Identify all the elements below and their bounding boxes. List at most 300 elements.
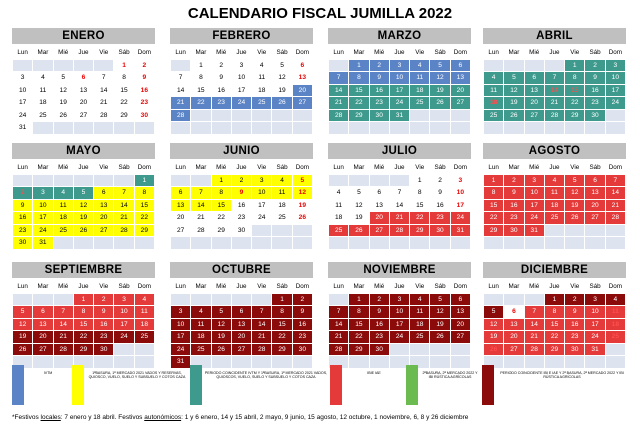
day-cell: 1: [410, 174, 430, 187]
day-cell: 12: [349, 199, 369, 212]
day-cell: 18: [33, 97, 53, 110]
empty-cell: [191, 237, 211, 250]
day-cell: 10: [585, 306, 605, 319]
day-cell: 21: [605, 199, 625, 212]
day-cell: 2: [585, 59, 605, 72]
day-cell: 2: [231, 174, 251, 187]
month-octubre: [170, 262, 313, 369]
day-cell: 28: [252, 343, 272, 356]
day-cell: 10: [389, 72, 409, 85]
day-cell: 4: [272, 174, 292, 187]
day-cell: 10: [605, 72, 625, 85]
empty-cell: [252, 237, 272, 250]
day-cell: 7: [171, 72, 191, 85]
month-name: AGOSTO: [483, 143, 626, 159]
day-cell: 21: [252, 331, 272, 344]
day-cell: 26: [484, 343, 504, 356]
day-cell: 17: [114, 318, 134, 331]
empty-cell: [450, 122, 470, 135]
weekday-header: Sáb: [272, 162, 292, 175]
empty-cell: [585, 237, 605, 250]
weekday-header: Mié: [211, 281, 231, 294]
day-cell: 14: [94, 84, 114, 97]
day-cell: 25: [272, 212, 292, 225]
day-cell: 26: [430, 331, 450, 344]
legend-item: [482, 365, 630, 405]
day-cell: 13: [585, 187, 605, 200]
weekday-header: Dom: [450, 281, 470, 294]
legend-swatch: [482, 365, 494, 405]
weekday-header: Lun: [171, 162, 191, 175]
day-cell: 29: [349, 343, 369, 356]
day-cell: 12: [211, 318, 231, 331]
empty-cell: [134, 237, 154, 250]
empty-cell: [389, 343, 409, 356]
day-cell: 7: [524, 306, 544, 319]
weekday-header: Jue: [389, 47, 409, 60]
day-cell: 1: [73, 293, 93, 306]
day-cell: 9: [231, 187, 251, 200]
empty-cell: [349, 174, 369, 187]
day-cell: 27: [33, 343, 53, 356]
day-cell: 1: [134, 174, 154, 187]
month-marzo: [328, 28, 471, 135]
empty-cell: [272, 224, 292, 237]
empty-cell: [605, 122, 625, 135]
day-cell: 25: [33, 109, 53, 122]
day-cell: 5: [73, 187, 93, 200]
day-cell: 22: [565, 97, 585, 110]
day-cell: 22: [272, 331, 292, 344]
empty-cell: [53, 122, 73, 135]
empty-cell: [114, 343, 134, 356]
weekday-header: Dom: [292, 47, 312, 60]
day-cell: 1: [544, 293, 564, 306]
empty-cell: [369, 237, 389, 250]
day-cell: 9: [504, 187, 524, 200]
day-cell: 26: [292, 212, 312, 225]
day-cell: 16: [292, 318, 312, 331]
day-cell: 24: [13, 109, 33, 122]
day-cell: 23: [565, 331, 585, 344]
month-mayo: [12, 143, 155, 250]
day-cell: 12: [73, 199, 93, 212]
weekday-header: Mar: [191, 47, 211, 60]
day-cell: 28: [171, 109, 191, 122]
month-noviembre: [328, 262, 471, 369]
day-cell: 8: [114, 72, 134, 85]
day-cell: 10: [114, 306, 134, 319]
empty-cell: [73, 237, 93, 250]
day-cell: 29: [73, 343, 93, 356]
empty-cell: [504, 59, 524, 72]
weekday-header: Vie: [252, 162, 272, 175]
legend: [12, 365, 630, 405]
day-cell: 1: [484, 174, 504, 187]
day-cell: 1: [349, 293, 369, 306]
weekday-header: Mar: [504, 47, 524, 60]
day-cell: 22: [349, 97, 369, 110]
day-cell: 11: [191, 318, 211, 331]
day-cell: 10: [389, 306, 409, 319]
day-cell: 22: [484, 212, 504, 225]
day-cell: 30: [369, 343, 389, 356]
empty-cell: [272, 109, 292, 122]
empty-cell: [94, 59, 114, 72]
empty-cell: [171, 293, 191, 306]
weekday-header: Sáb: [585, 47, 605, 60]
weekday-header: Jue: [544, 162, 564, 175]
day-cell: 25: [134, 331, 154, 344]
weekday-header: Vie: [565, 47, 585, 60]
weekday-header: Lun: [171, 47, 191, 60]
empty-cell: [292, 122, 312, 135]
empty-cell: [292, 224, 312, 237]
day-cell: 14: [329, 84, 349, 97]
day-cell: 26: [504, 109, 524, 122]
day-cell: 19: [53, 97, 73, 110]
day-cell: 17: [171, 331, 191, 344]
day-cell: 2: [94, 293, 114, 306]
day-cell: 19: [272, 84, 292, 97]
day-cell: 17: [33, 212, 53, 225]
day-cell: 2: [13, 187, 33, 200]
empty-cell: [252, 122, 272, 135]
weekday-header: Dom: [605, 281, 625, 294]
day-cell: 12: [565, 187, 585, 200]
month-name: FEBRERO: [170, 28, 313, 44]
day-cell: 17: [585, 318, 605, 331]
day-cell: 8: [565, 72, 585, 85]
day-cell: 3: [389, 59, 409, 72]
month-table: [170, 46, 313, 135]
month-junio: [170, 143, 313, 250]
day-cell: 8: [211, 187, 231, 200]
day-cell: 25: [410, 97, 430, 110]
weekday-header: Dom: [134, 47, 154, 60]
empty-cell: [94, 237, 114, 250]
day-cell: 20: [369, 212, 389, 225]
day-cell: 3: [114, 293, 134, 306]
day-cell: 31: [13, 122, 33, 135]
day-cell: 15: [544, 318, 564, 331]
footnote-rest: : 1 y 6 enero, 14 y 15 abril, 2 mayo, 9 junio, 15 agosto, 12 octubre, 1 noviembre, 6, 8 y 26 diciembre: [181, 414, 469, 421]
day-cell: 14: [171, 84, 191, 97]
day-cell: 23: [369, 97, 389, 110]
empty-cell: [524, 59, 544, 72]
day-cell: 6: [231, 306, 251, 319]
empty-cell: [231, 237, 251, 250]
day-cell: 18: [134, 318, 154, 331]
weekday-header: Jue: [389, 162, 409, 175]
weekday-header: Dom: [292, 281, 312, 294]
legend-item: [72, 365, 190, 405]
day-cell: 25: [53, 224, 73, 237]
day-cell: 18: [272, 199, 292, 212]
day-cell: 18: [191, 331, 211, 344]
weekday-header: Lun: [13, 281, 33, 294]
empty-cell: [231, 109, 251, 122]
day-cell: 23: [231, 212, 251, 225]
month-table: [328, 46, 471, 135]
weekday-header: Mié: [524, 47, 544, 60]
day-cell: 3: [524, 174, 544, 187]
legend-swatch: [72, 365, 84, 405]
weekday-header: Vie: [565, 162, 585, 175]
day-cell: 25: [484, 109, 504, 122]
day-cell: 8: [349, 306, 369, 319]
day-cell: 12: [272, 72, 292, 85]
day-cell: 28: [53, 343, 73, 356]
day-cell: 6: [504, 306, 524, 319]
month-table: [328, 280, 471, 369]
day-cell: 29: [114, 109, 134, 122]
empty-cell: [53, 293, 73, 306]
day-cell: 4: [252, 59, 272, 72]
day-cell: 14: [53, 318, 73, 331]
empty-cell: [329, 237, 349, 250]
legend-item: [406, 365, 482, 405]
day-cell: 5: [430, 293, 450, 306]
empty-cell: [544, 122, 564, 135]
day-cell: 29: [349, 109, 369, 122]
day-cell: 5: [211, 306, 231, 319]
day-cell: 8: [349, 72, 369, 85]
day-cell: 16: [504, 199, 524, 212]
empty-cell: [13, 59, 33, 72]
weekday-header: Lun: [171, 281, 191, 294]
day-cell: 9: [134, 72, 154, 85]
day-cell: 10: [33, 199, 53, 212]
day-cell: 7: [94, 72, 114, 85]
day-cell: 1: [114, 59, 134, 72]
day-cell: 7: [114, 187, 134, 200]
day-cell: 27: [504, 343, 524, 356]
empty-cell: [544, 224, 564, 237]
weekday-header: Jue: [544, 47, 564, 60]
day-cell: 15: [134, 199, 154, 212]
empty-cell: [585, 224, 605, 237]
legend-swatch: [12, 365, 24, 405]
day-cell: 16: [565, 318, 585, 331]
day-cell: 9: [565, 306, 585, 319]
day-cell: 19: [484, 331, 504, 344]
weekday-header: Dom: [292, 162, 312, 175]
day-cell: 20: [504, 331, 524, 344]
day-cell: 4: [33, 72, 53, 85]
weekday-header: Jue: [73, 47, 93, 60]
day-cell: 8: [544, 306, 564, 319]
weekday-header: Vie: [410, 162, 430, 175]
day-cell: 8: [191, 72, 211, 85]
day-cell: 22: [191, 97, 211, 110]
empty-cell: [171, 59, 191, 72]
month-table: [170, 161, 313, 250]
day-cell: 29: [272, 343, 292, 356]
day-cell: 1: [349, 59, 369, 72]
weekday-header: Vie: [94, 47, 114, 60]
weekday-header: Lun: [329, 47, 349, 60]
empty-cell: [329, 293, 349, 306]
day-cell: 11: [33, 84, 53, 97]
day-cell: 17: [605, 84, 625, 97]
day-cell: 27: [94, 224, 114, 237]
day-cell: 13: [73, 84, 93, 97]
day-cell: 4: [544, 174, 564, 187]
day-cell: 2: [565, 293, 585, 306]
day-cell: 23: [504, 212, 524, 225]
day-cell: 27: [450, 331, 470, 344]
day-cell: 26: [211, 343, 231, 356]
day-cell: 24: [33, 224, 53, 237]
day-cell: 17: [389, 318, 409, 331]
day-cell: 12: [430, 306, 450, 319]
day-cell: 13: [292, 72, 312, 85]
day-cell: 5: [430, 59, 450, 72]
day-cell: 26: [73, 224, 93, 237]
weekday-header: Vie: [94, 162, 114, 175]
day-cell: 11: [410, 72, 430, 85]
day-cell: 19: [504, 97, 524, 110]
weekday-header: Lun: [329, 281, 349, 294]
day-cell: 31: [524, 224, 544, 237]
day-cell: 23: [94, 331, 114, 344]
weekday-header: Mié: [53, 162, 73, 175]
weekday-header: Mié: [369, 281, 389, 294]
empty-cell: [53, 237, 73, 250]
weekday-header: Mié: [53, 281, 73, 294]
month-name: SEPTIEMBRE: [12, 262, 155, 278]
day-cell: 2: [369, 59, 389, 72]
footnote-mid: : 7 enero y 18 abril. Festivos: [60, 414, 145, 421]
day-cell: 11: [410, 306, 430, 319]
empty-cell: [389, 174, 409, 187]
day-cell: 6: [94, 187, 114, 200]
empty-cell: [605, 224, 625, 237]
weekday-header: Jue: [544, 281, 564, 294]
day-cell: 29: [565, 109, 585, 122]
legend-swatch: [190, 365, 202, 405]
weekday-header: Mar: [504, 281, 524, 294]
day-cell: 8: [73, 306, 93, 319]
day-cell: 10: [231, 72, 251, 85]
day-cell: 30: [504, 224, 524, 237]
day-cell: 20: [33, 331, 53, 344]
empty-cell: [349, 237, 369, 250]
day-cell: 30: [585, 109, 605, 122]
footnote-locales: locales: [40, 414, 61, 421]
day-cell: 15: [73, 318, 93, 331]
weekday-header: Vie: [252, 281, 272, 294]
day-cell: 30: [13, 237, 33, 250]
empty-cell: [94, 122, 114, 135]
day-cell: 14: [114, 199, 134, 212]
day-cell: 12: [484, 318, 504, 331]
empty-cell: [191, 109, 211, 122]
legend-item: [190, 365, 330, 405]
day-cell: 31: [33, 237, 53, 250]
empty-cell: [524, 122, 544, 135]
day-cell: 2: [504, 174, 524, 187]
day-cell: 25: [329, 224, 349, 237]
day-cell: 7: [191, 187, 211, 200]
day-cell: 21: [329, 97, 349, 110]
weekday-header: Lun: [484, 47, 504, 60]
empty-cell: [484, 293, 504, 306]
weekday-header: Jue: [73, 281, 93, 294]
empty-cell: [369, 122, 389, 135]
empty-cell: [53, 174, 73, 187]
day-cell: 6: [450, 59, 470, 72]
day-cell: 15: [191, 84, 211, 97]
day-cell: 24: [231, 97, 251, 110]
day-cell: 18: [605, 318, 625, 331]
day-cell: 11: [272, 187, 292, 200]
weekday-header: Mar: [191, 281, 211, 294]
day-cell: 11: [544, 187, 564, 200]
day-cell: 9: [94, 306, 114, 319]
empty-cell: [134, 343, 154, 356]
weekday-header: Jue: [73, 162, 93, 175]
day-cell: 20: [94, 212, 114, 225]
day-cell: 23: [13, 224, 33, 237]
legend-swatch: [330, 365, 342, 405]
day-cell: 12: [292, 187, 312, 200]
day-cell: 17: [13, 97, 33, 110]
weekday-header: Mié: [369, 162, 389, 175]
day-cell: 17: [231, 84, 251, 97]
empty-cell: [430, 122, 450, 135]
empty-cell: [605, 237, 625, 250]
weekday-header: Dom: [134, 162, 154, 175]
day-cell: 21: [329, 331, 349, 344]
day-cell: 20: [73, 97, 93, 110]
day-cell: 14: [605, 187, 625, 200]
day-cell: 27: [292, 97, 312, 110]
day-cell: 24: [605, 97, 625, 110]
day-cell: 23: [211, 97, 231, 110]
day-cell: 6: [171, 187, 191, 200]
day-cell: 14: [544, 84, 564, 97]
day-cell: 31: [585, 343, 605, 356]
day-cell: 14: [252, 318, 272, 331]
month-table: [483, 161, 626, 250]
month-name: ABRIL: [483, 28, 626, 44]
day-cell: 31: [389, 109, 409, 122]
day-cell: 14: [389, 199, 409, 212]
day-cell: 7: [252, 306, 272, 319]
empty-cell: [349, 122, 369, 135]
legend-text: PERIODO COINCIDENTE IVTM Y 1ªBASURA, 1ª MERCADO 2021 VADOS, QUIOSCOS, VUELO, SUELO Y SUBSUELO Y COTOS CAZA: [204, 371, 328, 380]
day-cell: 11: [53, 199, 73, 212]
empty-cell: [329, 174, 349, 187]
day-cell: 3: [13, 72, 33, 85]
weekday-header: Sáb: [430, 47, 450, 60]
day-cell: 17: [252, 199, 272, 212]
day-cell: 23: [134, 97, 154, 110]
day-cell: 23: [430, 212, 450, 225]
day-cell: 4: [53, 187, 73, 200]
day-cell: 19: [565, 199, 585, 212]
day-cell: 24: [114, 331, 134, 344]
day-cell: 8: [134, 187, 154, 200]
weekday-header: Dom: [605, 162, 625, 175]
weekday-header: Jue: [389, 281, 409, 294]
empty-cell: [211, 109, 231, 122]
day-cell: 21: [191, 212, 211, 225]
day-cell: 6: [369, 187, 389, 200]
day-cell: 21: [171, 97, 191, 110]
